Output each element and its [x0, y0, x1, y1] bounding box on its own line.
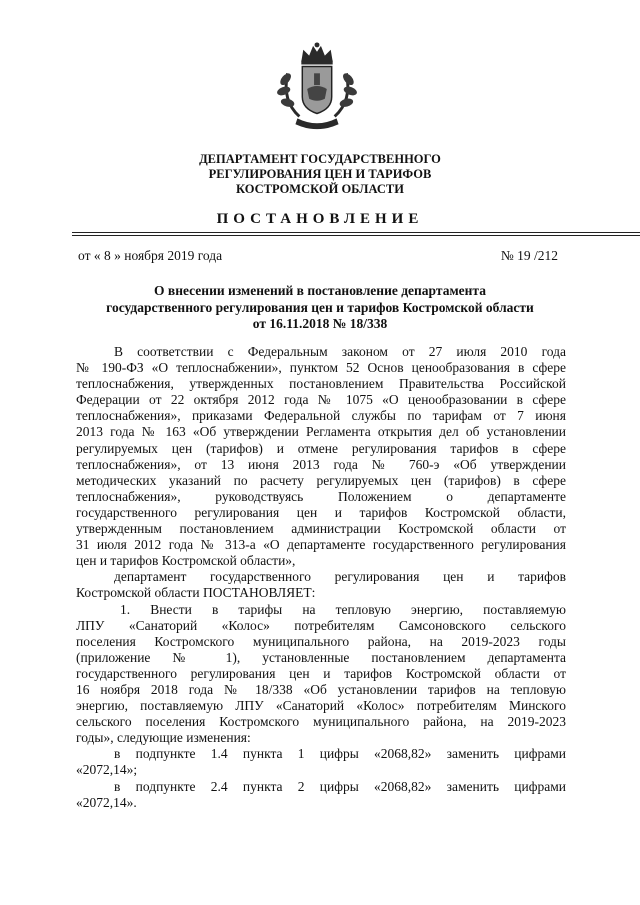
body-line: регулируемых цен (тарифов) и отмене регулирования тарифов в сфере: [76, 440, 566, 456]
body-line: теплоснабжения», руководствуясь Положением о департаменте: [76, 488, 566, 504]
body-line: утвержденным постановлением администрации Костромской области от: [76, 521, 566, 537]
body-line: 1. Внести в тарифы на тепловую энергию, поставляемую: [120, 601, 566, 617]
header-divider: [72, 235, 640, 236]
body-line: 2013 года № 163 «Об утверждении Регламента открытия дел об установлении: [76, 424, 566, 440]
header-divider: [72, 232, 640, 233]
document-type-title: ПОСТАНОВЛЕНИЕ: [216, 211, 424, 227]
body-line: ЛПУ «Санаторий «Колос» потребителям Самсоновского сельского: [76, 617, 566, 633]
body-line: государственного регулирования цен и тарифов Костромской области,: [76, 504, 566, 520]
document-body: [76, 344, 566, 811]
body-line: 31 июля 2012 года № 313-а «О департаменте государственного регулирования: [76, 537, 566, 553]
document-subject: [78, 283, 562, 333]
body-line: теплоснабжения», приказами Федеральной службы по тарифам от 7 июня: [76, 408, 566, 424]
coat-of-arms-emblem: [268, 40, 366, 138]
body-line: (приложение № 1), установленные постановлением департамента: [76, 649, 566, 665]
body-line: в подпункте 2.4 пункта 2 цифры «2068,82» заменить цифрами: [114, 778, 566, 794]
body-line: методических указаний по расчету регулируемых цен (тарифов) в сфере: [76, 472, 566, 488]
body-line: В соответствии с Федеральным законом от 27 июля 2010 года: [114, 344, 566, 359]
department-name-line: КОСТРОМСКОЙ ОБЛАСТИ: [236, 182, 404, 196]
document-date: от « 8 » ноября 2019 года: [78, 248, 223, 263]
subject-line: от 16.11.2018 № 18/338: [252, 316, 388, 331]
body-line: цен и тарифов Костромской области»,: [76, 553, 296, 569]
department-name-line: ДЕПАРТАМЕНТ ГОСУДАРСТВЕННОГО: [199, 152, 441, 166]
department-name: [150, 152, 490, 197]
body-line: «2072,14»;: [76, 762, 138, 778]
department-name-line: РЕГУЛИРОВАНИЯ ЦЕН И ТАРИФОВ: [208, 167, 432, 181]
body-line: годы», следующие изменения:: [76, 730, 251, 746]
body-line: поселения Костромского муниципального района, на 2019-2023 годы: [76, 633, 566, 649]
body-line: теплоснабжения», от 13 июня 2013 года № 760-э «Об утверждении: [76, 456, 566, 472]
body-line: департамент государственного регулирования цен и тарифов: [114, 569, 566, 585]
body-line: № 190-ФЗ «О теплоснабжении», пунктом 52 Основ ценообразования в сфере: [76, 360, 566, 376]
body-line: сельского поселения Костромского муниципального района, на 2019-2023: [76, 714, 566, 730]
body-line: теплоснабжения, утвержденных постановлением Правительства Российской: [76, 376, 566, 392]
body-line: Федерации от 22 октября 2012 года № 1075 «О ценообразовании в сфере: [76, 392, 566, 408]
body-line: в подпункте 1.4 пункта 1 цифры «2068,82» заменить цифрами: [114, 746, 566, 762]
subject-line: О внесении изменений в постановление департамента: [154, 283, 486, 298]
body-line: энергию, поставляемую ЛПУ «Санаторий «Колос» потребителям Минского: [76, 698, 566, 714]
document-number: № 19 /212: [500, 248, 558, 263]
subject-line: государственного регулирования цен и тарифов Костромской области: [106, 299, 534, 315]
body-line: государственного регулирования цен и тарифов Костромской области от: [76, 665, 566, 681]
body-line: 16 ноября 2018 года № 18/338 «Об установлении тарифов на тепловую: [76, 681, 566, 697]
body-line: «2072,14».: [76, 794, 137, 810]
body-line: Костромской области ПОСТАНОВЛЯЕТ:: [76, 585, 316, 601]
